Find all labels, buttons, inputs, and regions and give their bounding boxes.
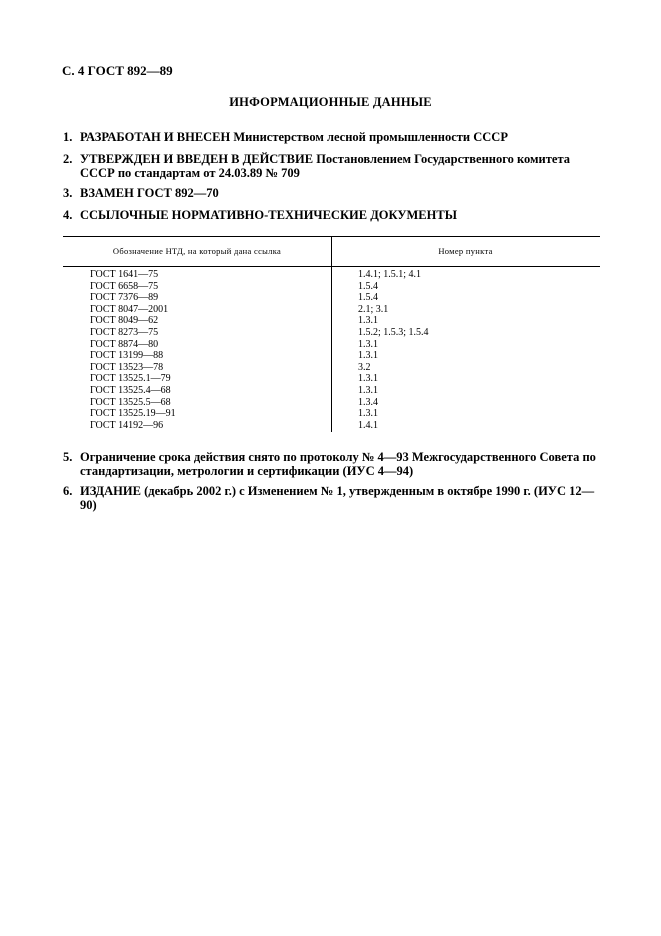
item-text: ИЗДАНИЕ (декабрь 2002 г.) с Изменением № 1, утвержденным в октябре 1990 г. (ИУС 12—90): [80, 484, 595, 512]
item-heading: РАЗРАБОТАН И ВНЕСЕН: [80, 130, 231, 144]
point-number: 3.2: [358, 361, 371, 373]
page-header: С. 4 ГОСТ 892—89: [62, 63, 173, 78]
info-item-3: [63, 186, 603, 200]
item-number: 6.: [63, 484, 73, 498]
info-item-4: [63, 208, 603, 222]
document-designation: ГОСТ 13199—88: [90, 350, 164, 362]
column-header-point: Номер пункта: [438, 246, 493, 256]
point-number: 1.3.1: [358, 408, 378, 420]
info-item-5: [63, 450, 603, 478]
info-item-2: [63, 152, 603, 180]
item-text: Постановлением Государственного комитета СССР по стандартам от 24.03.89 № 709: [80, 152, 570, 180]
document-designation: ГОСТ 8874—80: [90, 338, 159, 350]
table-row: [63, 339, 600, 351]
info-item-6: [63, 484, 603, 512]
item-number: 4.: [63, 208, 73, 222]
document-designation: ГОСТ 13525.5—68: [90, 396, 171, 408]
document-designation: ГОСТ 14192—96: [90, 419, 164, 431]
item-number: 3.: [63, 186, 73, 200]
document-designation: ГОСТ 13523—78: [90, 361, 164, 373]
table-row: [63, 304, 600, 316]
point-number: 1.3.1: [358, 373, 378, 385]
item-text: Ограничение срока действия снято по протоколу № 4—93 Межгосударственного Совета по стандартизации, метрологии и сертификации (ИУС 4—94): [80, 450, 596, 478]
table-row: [63, 420, 600, 432]
document-designation: ГОСТ 8049—62: [90, 315, 159, 327]
table-row: [63, 362, 600, 374]
table-row: [63, 327, 600, 339]
document-designation: ГОСТ 13525.4—68: [90, 384, 171, 396]
item-number: 1.: [63, 130, 73, 144]
document-designation: ГОСТ 8273—75: [90, 326, 159, 338]
point-number: 1.3.1: [358, 315, 378, 327]
point-number: 2.1; 3.1: [358, 303, 389, 315]
table-row: [63, 281, 600, 293]
document-designation: ГОСТ 13525.1—79: [90, 373, 171, 385]
table-row: [63, 292, 600, 304]
point-number: 1.5.4: [358, 292, 378, 304]
point-number: 1.5.2; 1.5.3; 1.5.4: [358, 326, 429, 338]
table-header-rule: [63, 266, 600, 267]
document-designation: ГОСТ 8047—2001: [90, 303, 169, 315]
point-number: 1.3.1: [358, 350, 378, 362]
document-designation: ГОСТ 7376—89: [90, 292, 159, 304]
table-row: [63, 385, 600, 397]
table-row: [63, 397, 600, 409]
table-row: [63, 408, 600, 420]
item-text: Министерством лесной промышленности СССР: [230, 130, 508, 144]
column-header-document: Обозначение НТД, на который дана ссылка: [112, 246, 282, 256]
document-designation: ГОСТ 1641—75: [90, 269, 159, 280]
table-row: [63, 350, 600, 362]
point-number: 1.3.1: [358, 338, 378, 350]
document-designation: ГОСТ 13525.19—91: [90, 408, 176, 420]
table-body: [63, 269, 600, 431]
table-row: [63, 315, 600, 327]
info-item-1: [63, 130, 603, 144]
item-heading: УТВЕРЖДЕН И ВВЕДЕН В ДЕЙСТВИЕ: [80, 152, 314, 166]
item-number: 2.: [63, 152, 73, 166]
point-number: 1.4.1; 1.5.1; 4.1: [358, 269, 422, 280]
item-heading: ССЫЛОЧНЫЕ НОРМАТИВНО-ТЕХНИЧЕСКИЕ ДОКУМЕНТЫ: [80, 208, 457, 222]
item-number: 5.: [63, 450, 73, 464]
point-number: 1.4.1: [358, 419, 378, 431]
item-heading: ВЗАМЕН ГОСТ 892—70: [80, 186, 219, 200]
table-row: [63, 373, 600, 385]
point-number: 1.5.4: [358, 280, 378, 292]
section-title: ИНФОРМАЦИОННЫЕ ДАННЫЕ: [229, 95, 432, 109]
table-row: [63, 269, 600, 281]
point-number: 1.3.4: [358, 396, 378, 408]
document-designation: ГОСТ 6658—75: [90, 280, 159, 292]
point-number: 1.3.1: [358, 384, 378, 396]
